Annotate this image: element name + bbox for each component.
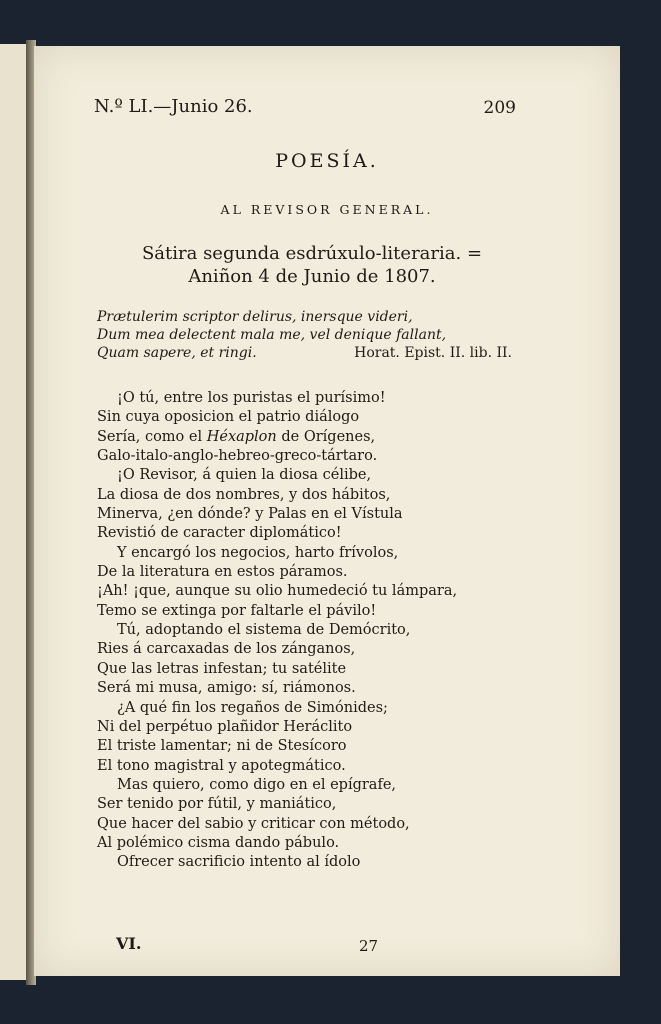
poem-line: Y encargó los negocios, harto frívolos, [117, 544, 399, 561]
poem-line: Ries á carcaxadas de los zánganos, [97, 641, 356, 658]
poem-line: ¿A qué fin los regaños de Simónides; [117, 699, 388, 716]
poem-line [97, 428, 517, 447]
poem-line: De la literatura en estos páramos. [97, 564, 348, 581]
sheet-number: 27 [359, 937, 379, 955]
epigraph [97, 308, 512, 362]
poem-line: Mas quiero, como digo en el epígrafe, [117, 776, 397, 793]
epigraph-line: Prætulerim scriptor delirus, inersque videri, [97, 309, 413, 325]
epigraph-line: Dum mea delectent mala me, vel denique fallant, [97, 327, 447, 343]
poem-line: ¡O Revisor, á quien la diosa célibe, [117, 467, 372, 484]
dedication: AL REVISOR GENERAL. [220, 202, 434, 217]
poem-body [97, 389, 517, 873]
poem-line: Ni del perpétuo plañidor Heráclito [97, 718, 353, 735]
poem-line: Que hacer del sabio y criticar con método, [97, 815, 410, 832]
poem-line: Sin cuya oposicion el patrio diálogo [97, 409, 360, 426]
page-number: 209 [483, 98, 516, 118]
poem-line: Galo-italo-anglo-hebreo-greco-tártaro. [97, 448, 378, 465]
epigraph-latin: Quam sapere, et ringi. [97, 345, 257, 361]
poem-line: Que las letras infestan; tu satélite [97, 660, 347, 677]
poem-line-text: Sería, como el [97, 428, 207, 445]
book-page [34, 46, 620, 976]
poem-line: Ofrecer sacrificio intento al ídolo [117, 854, 361, 871]
epigraph-line [97, 344, 512, 362]
poem-line: Tú, adoptando el sistema de Demócrito, [117, 622, 411, 639]
poem-line: Ser tenido por fútil, y maniático, [97, 796, 337, 813]
section-title: POESÍA. [275, 150, 379, 172]
issue-number: N.º LI.—Junio 26. [94, 96, 253, 117]
satire-title: Sátira segunda esdrúxulo-literaria. = Aniñon 4 de Junio de 1807. [141, 243, 483, 287]
poem-line-text: de Orígenes, [276, 428, 376, 445]
poem-line: Minerva, ¿en dónde? y Palas en el Vístula [97, 506, 403, 523]
poem-line-italic: Héxaplon [206, 428, 277, 445]
facing-page-edge [0, 44, 28, 980]
poem-line: Temo se extinga por faltarle el pávilo! [97, 602, 377, 619]
poem-line: ¡O tú, entre los puristas el purísimo! [117, 390, 386, 406]
poem-line: Al polémico cisma dando pábulo. [97, 834, 340, 851]
poem-line: Será mi musa, amigo: sí, riámonos. [97, 680, 356, 697]
signature-mark: VI. [116, 934, 142, 953]
running-header [94, 96, 516, 122]
poem-line: El triste lamentar; ni de Stesícoro [97, 738, 347, 755]
poem-line: El tono magistral y apotegmático. [97, 757, 346, 774]
epigraph-source: Horat. Epist. II. lib. II. [354, 345, 512, 361]
poem-line: Revistió de caracter diplomático! [97, 525, 342, 542]
poem-line: ¡Ah! ¡que, aunque su olio humedeció tu lámpara, [97, 583, 458, 600]
poem-line: La diosa de dos nombres, y dos hábitos, [97, 486, 391, 503]
